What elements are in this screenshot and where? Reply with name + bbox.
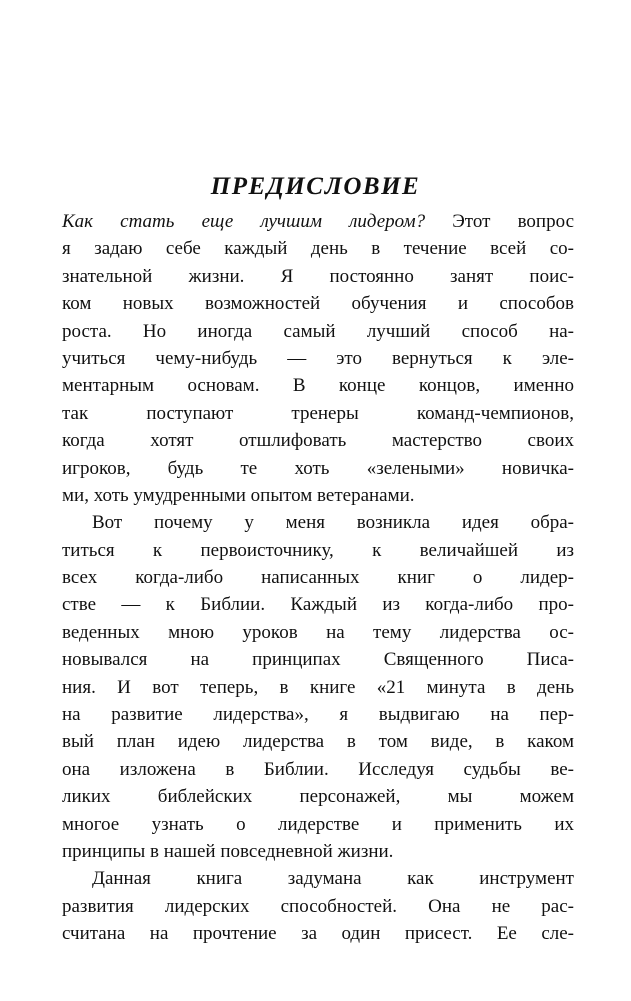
- text-line-14: всех когда-либо написанных книг о лидер-: [62, 567, 574, 589]
- text-line-8: так поступают тренеры команд-чемпионов,: [62, 402, 574, 424]
- text-line-7: ментарным основам. В конце концов, именно: [62, 375, 574, 397]
- text-line-13: титься к первоисточнику, к величайшей из: [62, 539, 574, 561]
- text-line-17: новывался на принципах Священного Писа-: [62, 649, 574, 671]
- text-line-24: принципы в нашей повседневной жизни.: [62, 840, 394, 862]
- text-line-27: считана на прочтение за один присест. Ее сле-: [62, 923, 574, 945]
- text-line-21: она изложена в Библии. Исследуя судьбы ве-: [62, 758, 574, 780]
- page-title: ПРЕДИСЛОВИЕ: [210, 173, 421, 200]
- text-line-12: Вот почему у меня возникла идея обра-: [92, 512, 574, 534]
- text-line-2: я задаю себе каждый день в течение всей со-: [62, 238, 574, 260]
- text-line-26: развития лидерских способностей. Она не рас-: [62, 895, 574, 917]
- text-line-5: роста. Но иногда самый лучший способ на-: [62, 320, 574, 342]
- lead-question: Как стать еще лучшим лидером?: [62, 211, 426, 232]
- text-line-23: многое узнать о лидерстве и применить их: [62, 813, 574, 835]
- text-line-11: ми, хоть умудренными опытом ветеранами.: [62, 484, 415, 506]
- text-line-15: стве — к Библии. Каждый из когда-либо про-: [62, 594, 574, 616]
- text-line-16: веденных мною уроков на тему лидерства ос-: [62, 621, 574, 643]
- text-line-19: на развитие лидерства», я выдвигаю на пер-: [62, 704, 574, 726]
- text-line-1: [62, 208, 574, 235]
- text-line-22: ликих библейских персонажей, мы можем: [62, 786, 574, 808]
- line-1-rest: Этот вопрос: [425, 211, 574, 232]
- text-line-20: вый план идею лидерства в том виде, в каком: [62, 731, 574, 753]
- text-line-3: знательной жизни. Я постоянно занят поис-: [62, 265, 574, 287]
- text-line-9: когда хотят отшлифовать мастерство своих: [62, 430, 574, 452]
- preface-text: [62, 208, 574, 948]
- text-line-10: игроков, будь те хоть «зелеными» новичка-: [62, 457, 574, 479]
- text-line-18: ния. И вот теперь, в книге «21 минута в день: [62, 676, 574, 698]
- text-line-25: Данная книга задумана как инструмент: [92, 868, 574, 890]
- text-line-4: ком новых возможностей обучения и способов: [62, 293, 574, 315]
- text-line-6: учиться чему-нибудь — это вернуться к эле-: [62, 347, 574, 369]
